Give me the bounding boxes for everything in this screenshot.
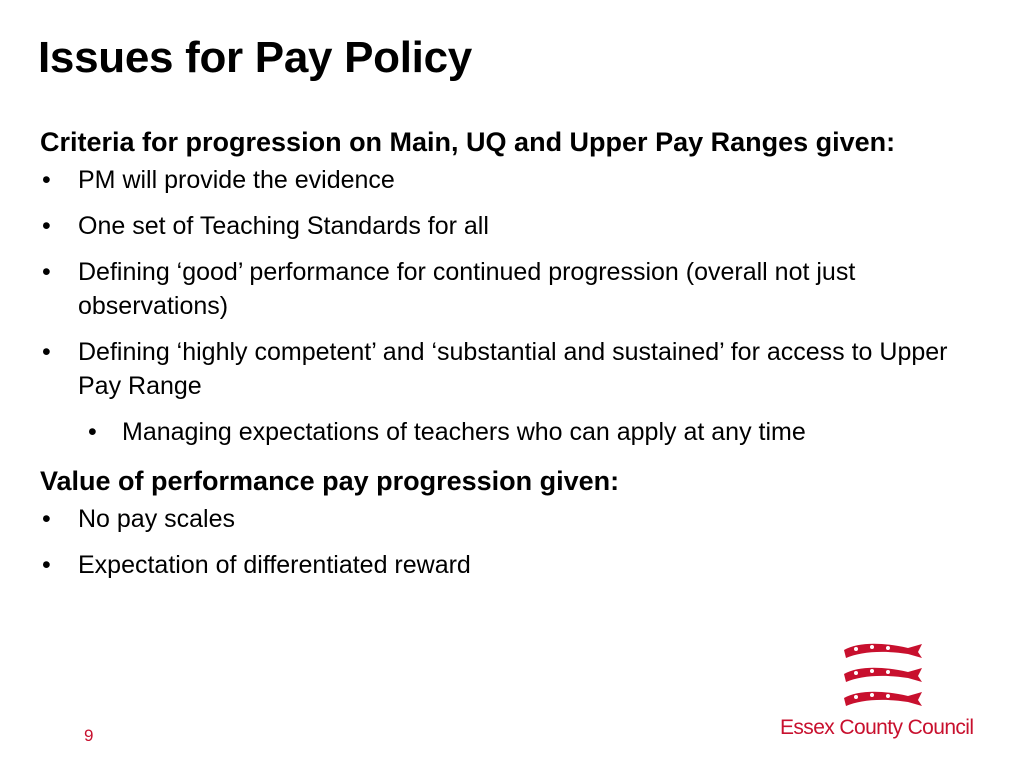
- bullet-icon: •: [42, 338, 51, 366]
- list-item-text: No pay scales: [78, 505, 236, 533]
- criteria-bullet-list: [40, 163, 1000, 449]
- seaxes-icon: [838, 640, 928, 714]
- bullet-icon: •: [42, 212, 51, 240]
- section-heading-criteria: Criteria for progression on Main, UQ and Upper Pay Ranges given:: [40, 127, 896, 157]
- value-bullet-list: [40, 502, 1000, 582]
- sub-list-item: [40, 415, 1022, 449]
- slide-content: [40, 124, 1000, 594]
- essex-county-council-logo: [780, 640, 990, 750]
- logo-text: Essex County Council: [780, 716, 974, 739]
- bullet-icon: •: [42, 505, 51, 533]
- list-item-text: Expectation of differentiated reward: [78, 551, 471, 579]
- list-item-text: Defining ‘highly competent’ and ‘substantial and sustained’ for access to Upper Pay Range: [78, 338, 948, 400]
- list-item: [40, 163, 958, 197]
- page-number: 9: [84, 726, 94, 745]
- bullet-icon: •: [42, 551, 51, 579]
- list-item-text: PM will provide the evidence: [78, 166, 395, 194]
- list-item-text: Defining ‘good’ performance for continued progression (overall not just observations): [78, 258, 856, 320]
- list-item: [40, 335, 958, 403]
- list-item: [40, 255, 958, 323]
- list-item-text: One set of Teaching Standards for all: [78, 212, 489, 240]
- bullet-icon: •: [88, 418, 97, 446]
- bullet-icon: •: [42, 166, 51, 194]
- bullet-icon: •: [42, 258, 51, 286]
- list-item: [40, 209, 958, 243]
- section-heading-value: Value of performance pay progression given:: [40, 466, 620, 496]
- slide-title: Issues for Pay Policy: [38, 33, 472, 82]
- list-item-text: Managing expectations of teachers who can apply at any time: [122, 418, 806, 446]
- list-item: [40, 502, 958, 536]
- list-item: [40, 548, 958, 582]
